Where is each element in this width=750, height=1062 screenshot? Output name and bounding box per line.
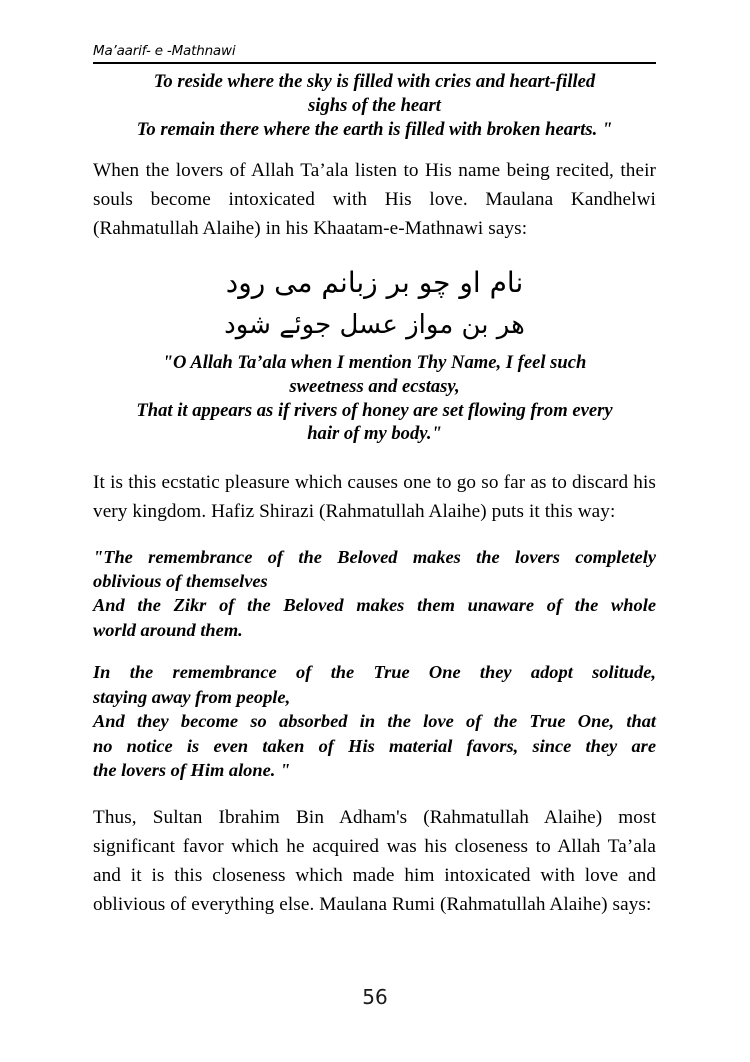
quote-1-line-3: And the Zikr of the Beloved makes them unaware of the whole (93, 595, 656, 616)
verse-translation-line-2: sweetness and ecstasy, (289, 375, 460, 397)
page-number: 56 (362, 985, 388, 1009)
quote-2-line-1: In the remembrance of the True One they adopt solitude, (93, 662, 656, 683)
verse-translation-line-4: hair of my body." (307, 423, 442, 445)
verse-translation-line-3: That it appears as if rivers of honey are set flowing from every (136, 399, 613, 421)
verse-translation-line-1: "O Allah Ta’ala when I mention Thy Name, I feel such (162, 351, 587, 373)
quote-2-line-3: And they become so absorbed in the love of the True One, that (93, 711, 656, 732)
verse-opening-line-2: sighs of the heart (308, 95, 441, 117)
running-header-rule (93, 62, 656, 65)
quote-1-line-2: oblivious of themselves (93, 571, 268, 592)
quote-2 (93, 660, 656, 782)
quote-1-line-1: "The remembrance of the Beloved makes the lovers completely (93, 546, 656, 567)
quote-2-line-5: the lovers of Him alone. " (93, 760, 291, 781)
quote-1 (93, 545, 656, 643)
paragraph-3: Thus, Sultan Ibrahim Bin Adham's (Rahmatullah Alaihe) most significant favor which he acquired was his closeness to Allah Ta’ala and it is this closeness which made him intoxicated with love and oblivious of everything else. Maulana Rumi (Rahmatullah Alaihe) says: (93, 806, 656, 916)
running-header-text: Ma’aarif- e -Mathnawi (93, 43, 236, 59)
persian-couplet (93, 261, 656, 345)
quote-1-line-4: world around them. (93, 619, 243, 640)
running-header (93, 44, 656, 64)
paragraph-1: When the lovers of Allah Ta’ala listen to His name being recited, their souls become intoxicated with His love. Maulana Kandhelwi (Rahmatullah Alaihe) in his Khaatam-e-Mathnawi says: (93, 159, 656, 240)
verse-translation (93, 351, 656, 446)
verse-opening-line-1: To reside where the sky is filled with cries and heart-filled (153, 71, 596, 93)
page-content (93, 44, 656, 920)
verse-opening (93, 70, 656, 141)
persian-couplet-line-2: هر بن مواز عسل جوئے شود (224, 309, 525, 340)
quote-2-line-2: staying away from people, (93, 686, 291, 707)
paragraph-2: It is this ecstatic pleasure which causes one to go so far as to discard his very kingdom. Hafiz Shirazi (Rahmatullah Alaihe) puts it this way: (93, 472, 656, 523)
persian-couplet-line-1: نام او چو بر زبانم می رود (225, 266, 524, 300)
quote-2-line-4: no notice is even taken of His material favors, since they are (93, 735, 656, 756)
verse-opening-line-3: To remain there where the earth is filled with broken hearts. " (136, 118, 613, 140)
